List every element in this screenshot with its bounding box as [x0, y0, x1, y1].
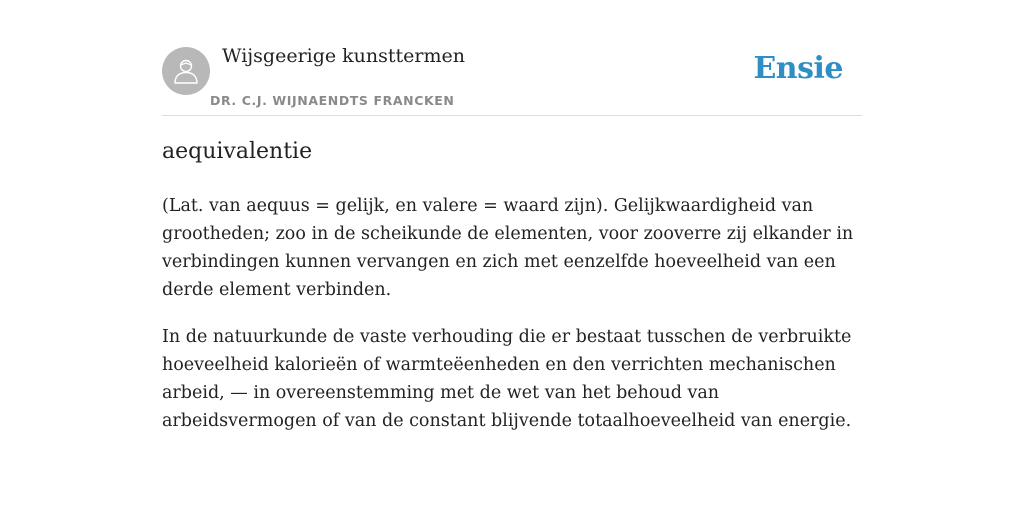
user-outline-icon: [171, 56, 201, 86]
avatar[interactable]: [162, 47, 210, 95]
entry-paragraph: In de natuurkunde de vaste verhouding die er bestaat tusschen de verbruikte hoeveelheid kalorieën of warmteëenheden en den verrichten mechanischen arbeid, — in overeenstemming met de wet van het behoud van arbeidsvermogen of van de constant blijvende totaalhoeveelheid van energie.: [162, 327, 852, 431]
entry-header: [162, 0, 862, 116]
site-logo[interactable]: Ensie: [753, 51, 843, 86]
author-name[interactable]: DR. C.J. WIJNAENDTS FRANCKEN: [210, 93, 455, 108]
page-container: [162, 0, 862, 431]
source-title[interactable]: Wijsgeerige kunsttermen: [222, 45, 466, 67]
entry-term: aequivalentie: [162, 139, 313, 164]
entry-paragraph: (Lat. van aequus = gelijk, en valere = waard zijn). Gelijkwaardigheid van grootheden; zoo in de scheikunde de elementen, voor zooverre zij elkander in verbindingen kunnen vervangen en zich met eenzelfde hoeveelheid van een derde element verbinden.: [162, 196, 854, 300]
